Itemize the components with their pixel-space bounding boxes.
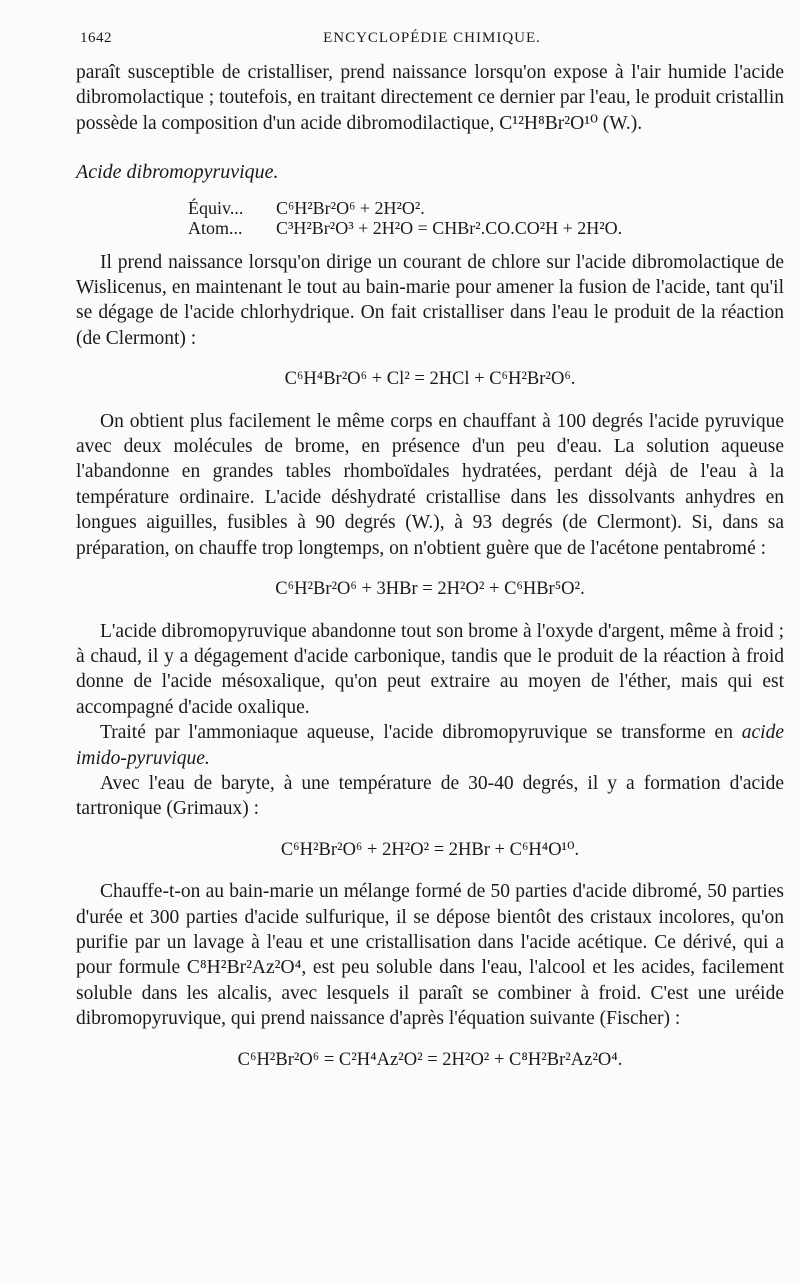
imido-pyruvic-term: acide imido-pyruvique. — [76, 722, 784, 769]
formula-equiv-row — [188, 198, 784, 218]
paragraph-preparation: Il prend naissance lorsqu'on dirige un courant de chlore sur l'acide dibromolactique de Wislicenus, en maintenant le tout au bain-marie pour amener la fusion de l'acide, tant qu'il se dégage de l'acide chlorhydrique. On fait cristalliser dans l'eau le produit de la réaction (de Clermont) : — [76, 251, 784, 349]
paragraph-ammonia — [76, 720, 784, 771]
paragraph-properties: On obtient plus facilement le même corps en chauffant à 100 degrés l'acide pyruvique avec deux molécules de brome, en présence d'un peu d'eau. La solution aqueuse l'abandonne en grandes tables rhomboïdales hydratées, perdant déjà de l'eau à la température ordinaire. L'acide déshydraté cristallise dans les dissolvants anhydres en longues aiguilles, fusibles à 90 degrés (W.), à 93 degrés (de Clermont). Si, dans sa préparation, on chauffe trop longtemps, on n'obtient guère que de l'acétone pentabromé : — [76, 410, 784, 559]
equation-tartronic: C⁶H²Br²O⁶ + 2H²O² = 2HBr + C⁶H⁴O¹⁰. — [280, 839, 580, 860]
paragraph-ureide: Chauffe-t-on au bain-marie un mélange formé de 50 parties d'acide dibromé, 50 parties d'urée et 300 parties d'acide sulfurique, il se dépose bientôt des cristaux incolores, qu'on purifie par un lavage à l'eau et une cristallisation dans l'acide acétique. Ce dérivé, qui a pour formule C⁸H²Br²Az²O⁴, est peu soluble dans l'eau, l'alcool et les acides, facilement soluble dans les alcalis, avec lesquels il paraît se combiner à froid. C'est une uréide dibromopyruvique, qui prend naissance d'après l'équation suivante (Fischer) : — [76, 881, 784, 1030]
formula-atom-row — [188, 218, 784, 238]
ammonia-text: Traité par l'ammoniaque aqueuse, l'acide dibromopyruvique se transforme en — [100, 722, 742, 744]
equation-chlorination: C⁶H⁴Br²O⁶ + Cl² = 2HCl + C⁶H²Br²O⁶. — [284, 369, 576, 390]
page-header — [80, 30, 784, 54]
formula-atom-label: Atom... — [188, 217, 243, 238]
paragraph-silver-oxide: L'acide dibromopyruvique abandonne tout son brome à l'oxyde d'argent, même à froid ; à chaud, il y a dégagement d'acide carbonique, tandis que le produit de la réaction à froid donne de l'acide mésoxalique, qu'on peut extraire au moyen de l'éther, mais qui est accompagné d'acide oxalique. — [76, 620, 784, 718]
formula-block — [188, 198, 784, 238]
formula-atom: C³H²Br²O³ + 2H²O = CHBr².CO.CO²H + 2H²O. — [276, 217, 623, 238]
page-body — [76, 60, 784, 1089]
paragraph-baryta: Avec l'eau de baryte, à une température de 30-40 degrés, il y a formation d'acide tartronique (Grimaux) : — [76, 772, 784, 820]
formula-equiv-label: Équiv... — [188, 197, 244, 218]
section-title: Acide dibromopyruvique. — [76, 161, 279, 184]
equation-pentabromo: C⁶H²Br²O⁶ + 3HBr = 2H²O² + C⁶HBr⁵O². — [275, 579, 585, 600]
page-number: 1642 — [80, 30, 112, 46]
equation-fischer: C⁶H²Br²O⁶ = C²H⁴Az²O² = 2H²O² + C⁸H²Br²Az²O⁴. — [237, 1049, 623, 1070]
paragraph-continuation: paraît susceptible de cristalliser, prend naissance lorsqu'on expose à l'air humide l'acide dibromolactique ; toutefois, en traitant directement ce dernier par l'eau, le produit cristallin possède la composition d'un acide dibromodilactique, C¹²H⁸Br²O¹⁰ (W.). — [76, 62, 784, 134]
running-title: ENCYCLOPÉDIE CHIMIQUE. — [323, 30, 541, 46]
formula-equiv: C⁶H²Br²O⁶ + 2H²O². — [276, 197, 425, 218]
